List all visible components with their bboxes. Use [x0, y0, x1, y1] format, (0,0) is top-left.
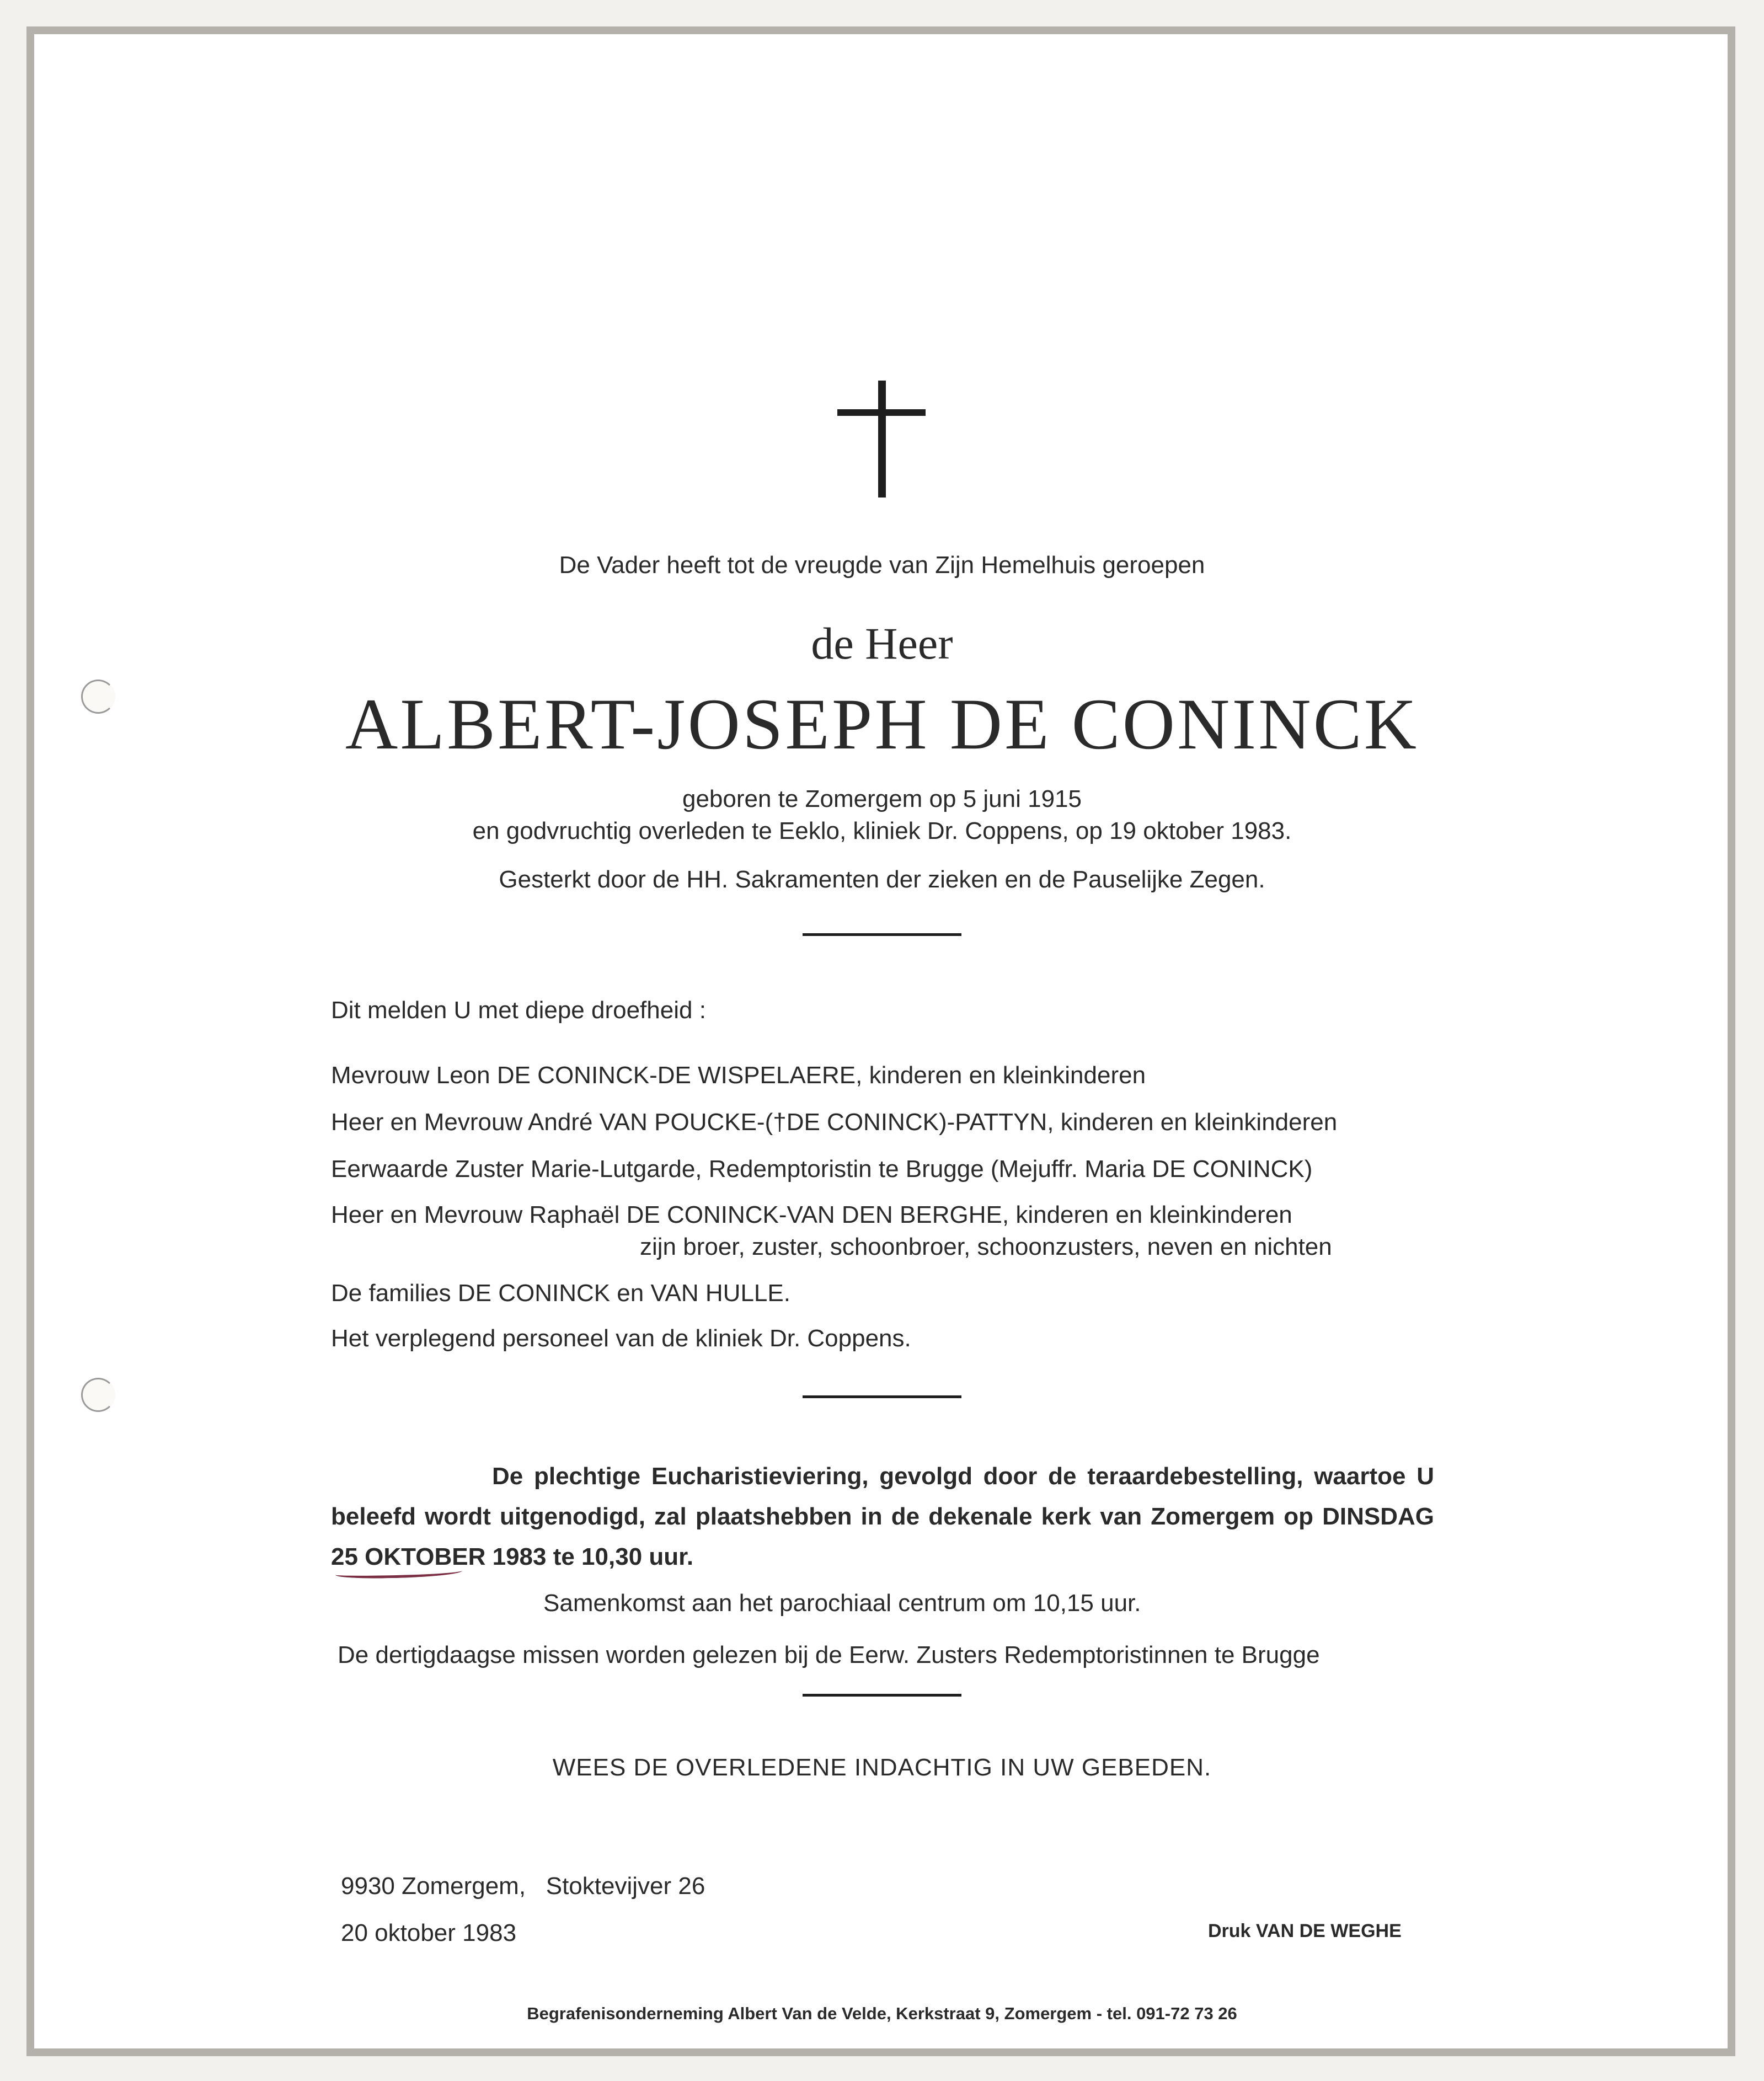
divider — [803, 1395, 961, 1398]
mourner-line: De families DE CONINCK en VAN HULLE. — [331, 1280, 790, 1307]
divider — [803, 933, 961, 936]
punch-hole-bottom — [81, 1378, 115, 1412]
printer-credit: Druk VAN DE WEGHE — [1208, 1920, 1402, 1941]
deceased-name: ALBERT-JOSEPH DE CONINCK — [345, 683, 1419, 764]
mourner-line: Heer en Mevrouw Raphaël DE CONINCK-VAN DEN BERGHE, kinderen en kleinkinderen — [331, 1201, 1292, 1228]
masses-line: De dertigdaagse missen worden gelezen bij de Eerw. Zusters Redemptoristinnen te Brugge — [338, 1641, 1320, 1668]
death-line: en godvruchtig overleden te Eeklo, kliniek Dr. Coppens, op 19 oktober 1983. — [472, 817, 1292, 844]
honorific-title: de Heer — [811, 618, 953, 668]
gathering-line: Samenkomst aan het parochiaal centrum om 10,15 uur. — [543, 1590, 1141, 1617]
birth-line: geboren te Zomergem op 5 juni 1915 — [682, 785, 1082, 812]
notice-date: 20 oktober 1983 — [341, 1919, 517, 1946]
sacraments-line: Gesterkt door de HH. Sakramenten der zieken en de Pauselijke Zegen. — [499, 866, 1265, 893]
mourner-line: Mevrouw Leon DE CONINCK-DE WISPELAERE, kinderen en kleinkinderen — [331, 1062, 1146, 1089]
family-address: 9930 Zomergem, Stoktevijver 26 — [341, 1873, 705, 1900]
prayer-request: WEES DE OVERLEDENE INDACHTIG IN UW GEBEDEN. — [552, 1754, 1212, 1781]
relatives-line: zijn broer, zuster, schoonbroer, schoonzusters, neven en nichten — [640, 1233, 1332, 1260]
mourner-line: Eerwaarde Zuster Marie-Lutgarde, Redemptoristin te Brugge (Mejuffr. Maria DE CONINCK) — [331, 1155, 1313, 1183]
notice-card — [26, 26, 1735, 2056]
announcement-text: Dit melden U met diepe droefheid : — [331, 997, 706, 1024]
divider — [803, 1694, 961, 1697]
mourner-line: Het verplegend personeel van de kliniek Dr. Coppens. — [331, 1325, 911, 1352]
service-announcement: De plechtige Eucharistieviering, gevolgd door de teraardebestelling, waartoe U beleefd wordt uitgenodigd, zal plaatshebben in de dekenale kerk van Zomergem op DINSDAG 25 OKTOBER 1983 te 10,30 uur. — [331, 1463, 1434, 1570]
intro-text: De Vader heeft tot de vreugde van Zijn Hemelhuis geroepen — [559, 552, 1205, 579]
cross-icon — [837, 381, 926, 497]
mourner-line: Heer en Mevrouw André VAN POUCKE-(†DE CONINCK)-PATTYN, kinderen en kleinkinderen — [331, 1109, 1338, 1136]
undertaker-line: Begrafenisonderneming Albert Van de Velde, Kerkstraat 9, Zomergem - tel. 091-72 73 26 — [527, 2004, 1237, 2023]
